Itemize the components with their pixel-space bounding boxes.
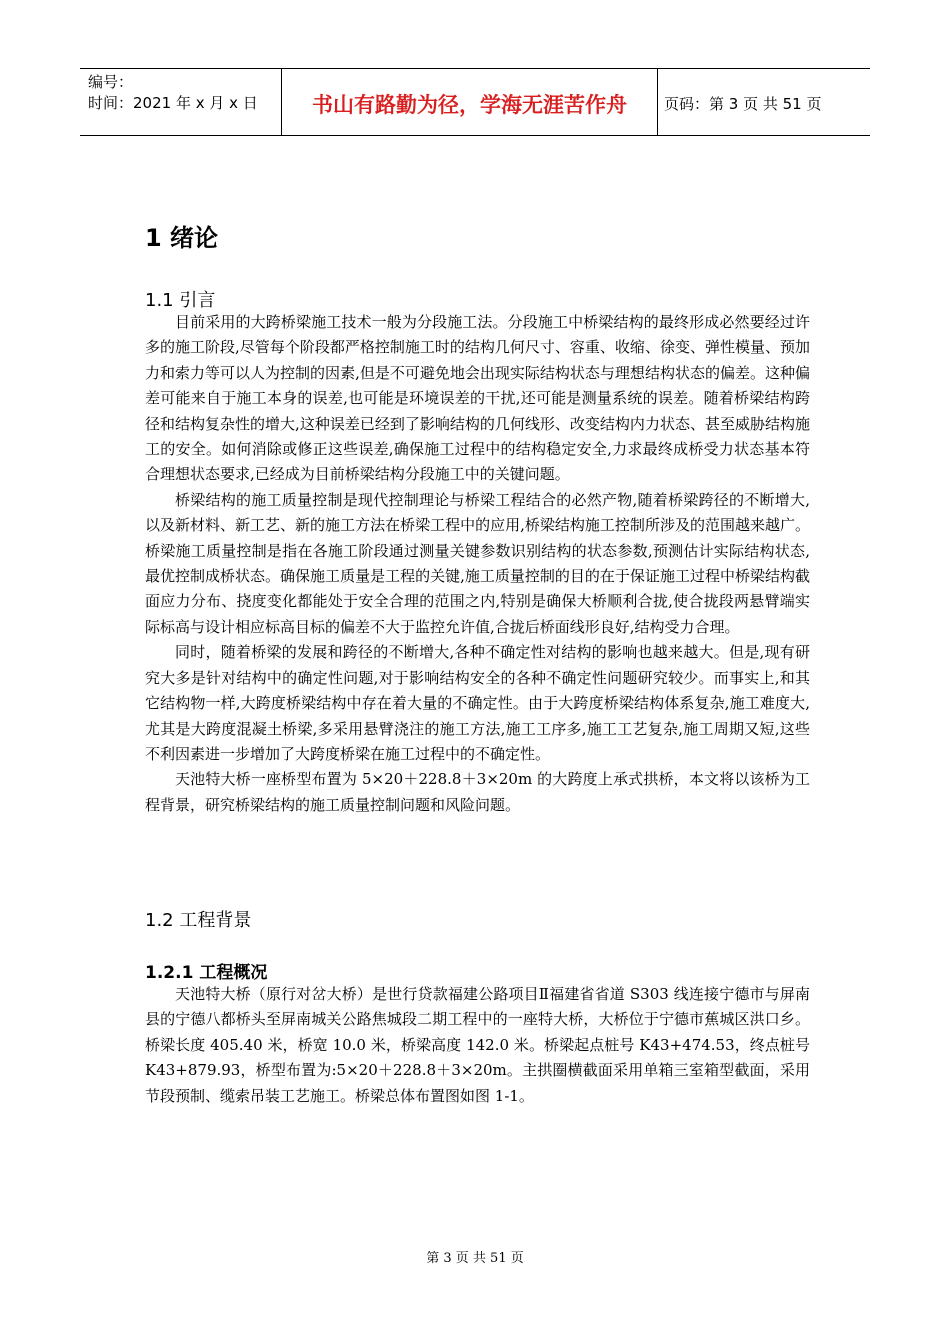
header-page-info: 页码：第 3 页 共 51 页 — [664, 94, 822, 113]
header-date: 时间：2021 年 x 月 x 日 — [88, 94, 258, 112]
paragraph: 桥梁结构的施工质量控制是现代控制理论与桥梁工程结合的必然产物,随着桥梁跨径的不断增大,以及新材料、新工艺、新的施工方法在桥梁工程中的应用,桥梁结构施工控制所涉及的范围越来越广。桥梁施工质量控制是指在各施工阶段通过测量关键参数识别结构的状态参数,预测估计实际结构状态,最优控制成桥状态。确保施工质量是工程的关键,施工质量控制的目的在于保证施工过程中桥梁结构截面应力分布、挠度变化都能处于安全合理的范围之内,特别是确保大桥顺利合拢,使合拢段两悬臂端实际标高与设计相应标高目标的偏差不大于监控允许值,合拢后桥面线形良好,结构受力合理。 — [145, 490, 810, 636]
header-motto: 书山有路勤为径，学海无涯苦作舟 — [282, 69, 658, 135]
page-header — [80, 68, 870, 136]
section-title-background: 1.2 工程背景 — [145, 910, 252, 931]
subsection-overview-body — [145, 982, 810, 1109]
section-intro-body — [145, 310, 810, 818]
header-number-label: 编号： — [88, 73, 134, 91]
section-title-intro: 1.1 引言 — [145, 290, 216, 311]
page-footer: 第 3 页 共 51 页 — [426, 1251, 524, 1266]
paragraph: 天池特大桥（原行对岔大桥）是世行贷款福建公路项目Ⅱ福建省省道 S303 线连接宁德市与屏南县的宁德八都桥头至屏南城关公路焦城段二期工程中的一座特大桥，大桥位于宁德市蕉城区洪口乡。桥梁长度 405.40 米，桥宽 10.0 米，桥梁高度 142.0 米。桥梁起点桩号 K43+474.53，终点桩号 K43+879.93，桥型布置为:5×20＋228.8＋3×20m。主拱圈横截面采用单箱三室箱型截面，采用节段预制、缆索吊装工艺施工。桥梁总体布置图如图 1-1。 — [145, 985, 810, 1105]
paragraph: 目前采用的大跨桥梁施工技术一般为分段施工法。分段施工中桥梁结构的最终形成必然要经过许多的施工阶段,尽管每个阶段都严格控制施工时的结构几何尺寸、容重、收缩、徐变、弹性模量、预加力和索力等可以人为控制的因素,但是不可避免地会出现实际结构状态与理想结构状态的偏差。这种偏差可能来自于施工本身的误差,也可能是环境误差的干扰,还可能是测量系统的误差。随着桥梁结构跨径和结构复杂性的增大,这种误差已经到了影响结构的几何线形、改变结构内力状态、甚至威胁结构施工的安全。如何消除或修正这些误差,确保施工过程中的结构稳定安全,力求最终成桥受力状态基本符合理想状态要求,已经成为目前桥梁结构分段施工中的关键问题。 — [145, 313, 810, 484]
header-meta — [80, 69, 282, 135]
paragraph: 天池特大桥一座桥型布置为 5×20＋228.8＋3×20m 的大跨度上承式拱桥，本文将以该桥为工程背景，研究桥梁结构的施工质量控制问题和风险问题。 — [145, 770, 810, 814]
subsection-title-overview: 1.2.1 工程概况 — [145, 963, 268, 983]
chapter-title: 1 绪论 — [145, 224, 219, 252]
paragraph: 同时，随着桥梁的发展和跨径的不断增大,各种不确定性对结构的影响也越来越大。但是,现有研究大多是针对结构中的确定性问题,对于影响结构安全的各种不确定性问题研究较少。而事实上,和其它结构物一样,大跨度桥梁结构中存在着大量的不确定性。由于大跨度桥梁结构体系复杂,施工难度大,尤其是大跨度混凝土桥梁,多采用悬臂浇注的施工方法,施工工序多,施工工艺复杂,施工周期又短,这些不利因素进一步增加了大跨度桥梁在施工过程中的不确定性。 — [145, 643, 810, 763]
